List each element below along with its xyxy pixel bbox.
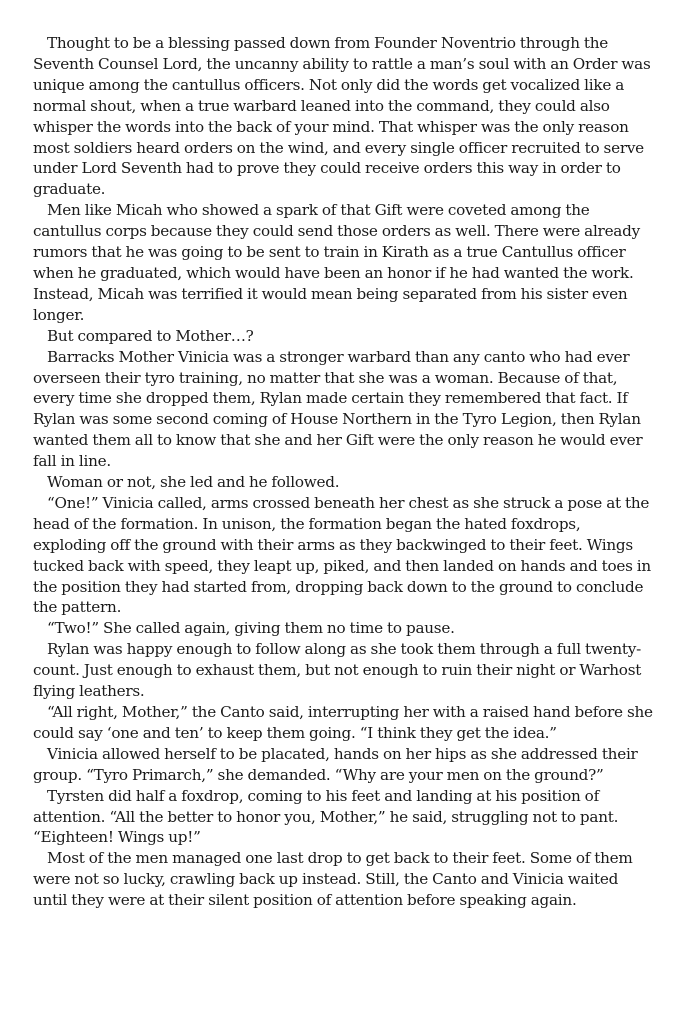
paragraph: Rylan was happy enough to follow along as she took them through a full twenty-count. Just enough to exhaust them, but not enough to ruin their night or Warhost flying leathers. bbox=[33, 640, 642, 701]
paragraph: Men like Micah who showed a spark of that Gift were coveted among the cantullus corps because they could send those orders as well. There were already rumors that he was going to be sent to train in Kirath as a true Cantullus officer when he graduated, which would have been an honor if he had wanted the work. Instead, Micah was terrified it would mean being separated from his sister even longer. bbox=[33, 201, 640, 324]
paragraph: Vinicia allowed herself to be placated, hands on her hips as she addressed their group. “Tyro Primarch,” she demanded. “Why are your men on the ground?” bbox=[33, 744, 638, 784]
paragraph: But compared to Mother…? bbox=[47, 326, 254, 345]
body-text bbox=[33, 33, 655, 911]
paragraph: Woman or not, she led and he followed. bbox=[47, 473, 340, 492]
paragraph: “One!” Vinicia called, arms crossed beneath her chest as she struck a pose at the head of the formation. In unison, the formation began the hated foxdrops, exploding off the ground with their arms as they backwinged to their feet. Wings tucked back with speed, they leapt up, piked, and then landed on hands and toes in the position they had started from, dropping back down to the ground to conclude the pattern. bbox=[33, 493, 651, 617]
paragraph: “All right, Mother,” the Canto said, interrupting her with a raised hand before she could say ‘one and ten’ to keep them going. “I think they get the idea.” bbox=[33, 703, 653, 742]
paragraph: Most of the men managed one last drop to get back to their feet. Some of them were not so lucky, crawling back up instead. Still, the Canto and Vinicia waited until they were at their silent position of attention before speaking again. bbox=[33, 849, 633, 910]
paragraph: Barracks Mother Vinicia was a stronger warbard than any canto who had ever overseen their tyro training, no matter that she was a woman. Because of that, every time she dropped them, Rylan made certain they remembered that fact. If Rylan was some second coming of House Northern in the Tyro Legion, then Rylan wanted them all to know that she and her Gift were the only reason he would ever fall in line. bbox=[33, 347, 643, 471]
paragraph: Tyrsten did half a foxdrop, coming to his feet and landing at his position of attention. “All the better to honor you, Mother,” he said, struggling not to pant. “Eighteen! Wings up!” bbox=[33, 786, 619, 847]
paragraph: “Two!” She called again, giving them no time to pause. bbox=[47, 619, 455, 638]
paragraph: Thought to be a blessing passed down from Founder Noventrio through the Seventh Counsel Lord, the uncanny ability to rattle a man’s soul with an Order was unique among the cantullus officers. Not only did the words get vocalized like a normal shout, when a true warbard leaned into the command, they could also whisper the words into the back of your mind. That whisper was the only reason most soldiers heard orders on the wind, and every single officer recruited to serve under Lord Seventh had to prove they could receive orders this way in order to graduate. bbox=[33, 34, 651, 199]
